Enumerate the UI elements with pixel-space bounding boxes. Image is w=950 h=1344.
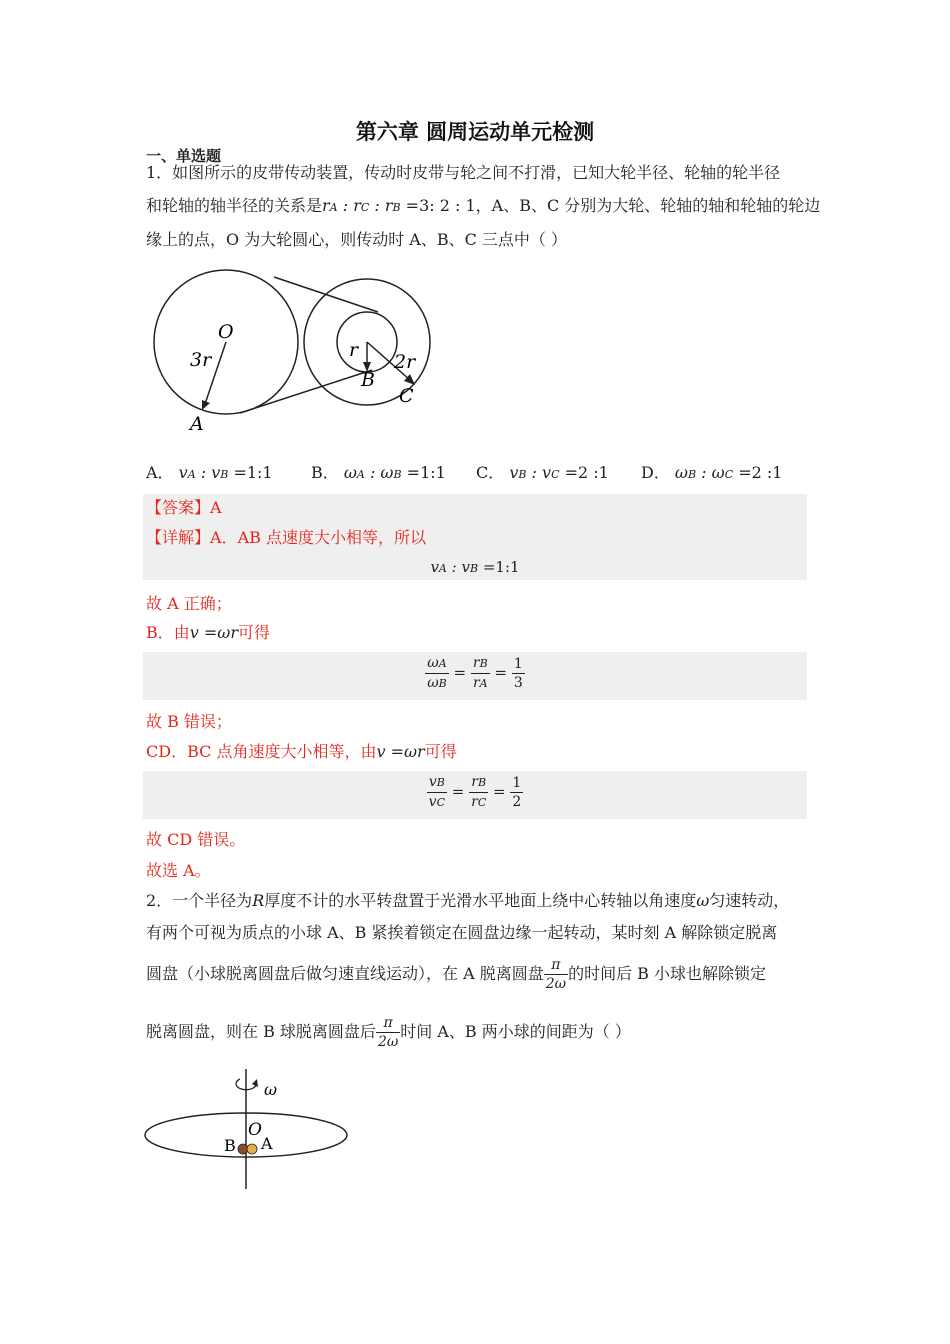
- q2-line4: 脱离圆盘，则在 B 球脱离圆盘后 $\frac{\pi}{2\omega}$ 时间 A、B 两小球的间距为（ ）: [146, 1015, 631, 1050]
- label-O: O: [218, 321, 234, 343]
- q2-line2: 有两个可视为质点的小球 A、B 紧挨着锁定在圆盘边缘一起转动，某时刻 A 解除锁定脱离: [146, 923, 778, 942]
- ball-B: [238, 1144, 248, 1154]
- page-title: 第六章 圆周运动单元检测: [355, 119, 595, 144]
- label-O: O: [248, 1120, 262, 1140]
- b-wrong: 故 B 错误；: [146, 712, 232, 731]
- q1-line1: 1．如图所示的皮带传动装置，传动时皮带与轮之间不打滑，已知大轮半径、轮轴的轮半径: [146, 163, 781, 182]
- equation-1: vA : vB =1:1: [430, 558, 520, 576]
- choose-line: 故选 A。: [146, 861, 211, 880]
- option-c[interactable]: C． vB : vC =2 :1: [476, 463, 609, 482]
- cd-line: CD．BC 点角速度大小相等，由v =ωr可得: [146, 742, 457, 761]
- belt-bottom: [240, 370, 372, 413]
- label-A: A: [190, 413, 204, 435]
- q1-line2: 和轮轴的轴半径的关系是rA : rC : rB =3: 2 : 1，A、B、C 分别为大轮、轮轴的轴和轮轴的轮边: [146, 196, 821, 215]
- detail-line: 【详解】A．AB 点速度大小相等，所以: [146, 528, 426, 547]
- ball-A: [247, 1144, 257, 1154]
- option-b[interactable]: B． ωA : ωB =1:1: [311, 463, 446, 482]
- section-heading: 一、单选题: [146, 147, 222, 165]
- q2-line3: 圆盘（小球脱离圆盘后做匀速直线运动），在 A 脱离圆盘 $\frac{\pi}{2\omega}$ 的时间后 B 小球也解除锁定: [146, 957, 766, 992]
- ratio-expr: rA : rC : rB: [322, 196, 401, 215]
- turntable-figure: [140, 1065, 360, 1195]
- label-B: B: [361, 369, 375, 391]
- label-2r: 2r: [394, 351, 416, 373]
- label-3r: 3r: [190, 349, 212, 371]
- equation-3: $\frac{vB}{vC}$ = $\frac{rB}{rC}$ = $\frac{1}{2}$: [428, 774, 522, 810]
- label-C: C: [399, 385, 414, 407]
- label-B: B: [224, 1136, 236, 1155]
- cd-wrong: 故 CD 错误。: [146, 830, 246, 849]
- label-A: A: [261, 1134, 273, 1153]
- equation-2: $\frac{\omega A}{\omega B}$ = $\frac{rB}{rA}$ = $\frac{1}{3}$: [427, 655, 523, 691]
- q1-line3: 缘上的点，O 为大轮圆心，则传动时 A、B、C 三点中（ ）: [146, 230, 568, 249]
- answer-line: 【答案】A: [146, 498, 222, 517]
- option-d[interactable]: D． ωB : ωC =2 :1: [641, 463, 783, 482]
- option-a[interactable]: A． vA : vB =1:1: [146, 463, 273, 482]
- label-r: r: [349, 339, 359, 361]
- label-omega: ω: [264, 1080, 278, 1099]
- a-correct: 故 A 正确；: [146, 594, 232, 613]
- belt-drive-figure: [140, 262, 440, 442]
- b-line: B．由v =ωr可得: [146, 623, 271, 642]
- q2-line1: 2．一个半径为R厚度不计的水平转盘置于光滑水平地面上绕中心转轴以角速度ω匀速转动，: [146, 891, 790, 910]
